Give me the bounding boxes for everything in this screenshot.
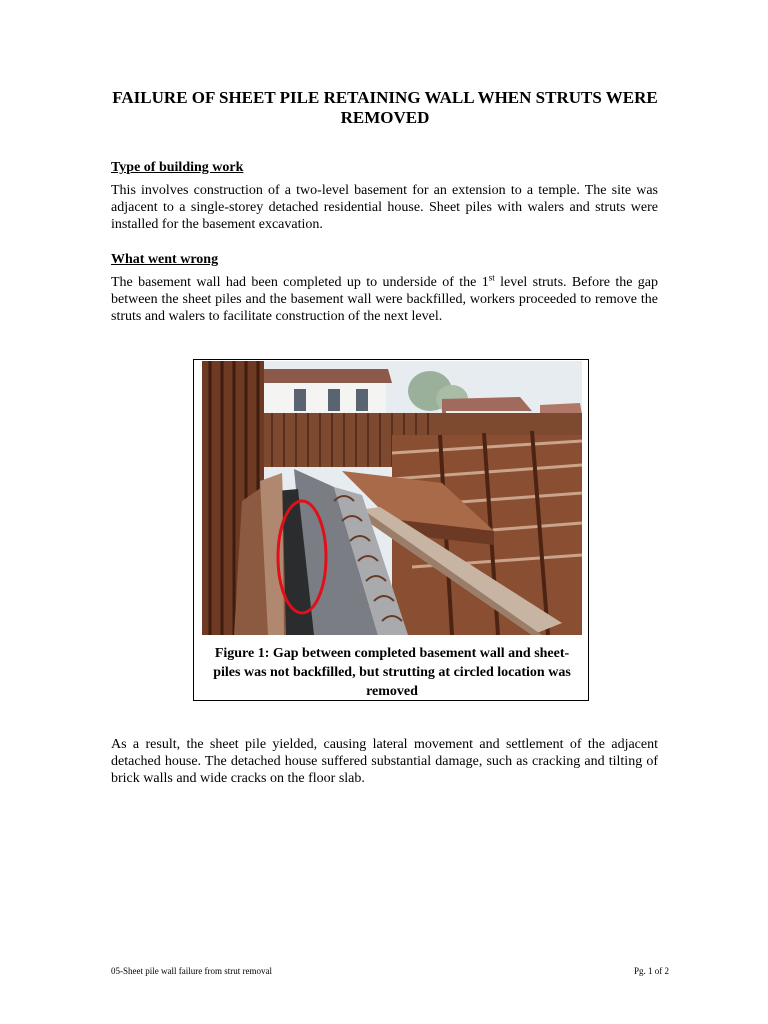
section-heading-type-of-work: Type of building work [111,160,244,175]
footer-page-number: Pg. 1 of 2 [633,966,669,976]
figure-caption: Figure 1: Gap between completed basement wall and sheet-piles was not backfilled, but strutting at circled location was removed [213,646,571,699]
footer-document-name: 05-Sheet pile wall failure from strut removal [111,966,272,976]
section-what-went-wrong [111,252,658,325]
ordinal-suffix: st [488,272,495,283]
what-went-wrong-text-end: level struts. Before the gap between the sheet piles and the basement wall were backfilled, workers proceeded to remove the struts and walers to facilitate construction of the next level. [111,275,658,324]
section-result [111,736,658,787]
figure-1 [193,359,589,701]
paragraph-result: As a result, the sheet pile yielded, causing lateral movement and settlement of the adjacent detached house. The detached house suffered substantial damage, such as cracking and tilting of brick walls and wide cracks on the floor slab. [111,737,658,786]
paragraph-type-of-work: This involves construction of a two-level basement for an extension to a temple. The site was adjacent to a single-storey detached residential house. Sheet piles with walers and struts were installed for the basement excavation. [111,183,658,232]
what-went-wrong-text-start: The basement wall had been completed up to underside of the 1 [111,275,489,290]
figure-photo [202,361,582,635]
construction-site-photo [202,361,582,635]
paragraph-what-went-wrong [111,274,658,325]
section-type-of-work [111,160,658,233]
page-title: FAILURE OF SHEET PILE RETAINING WALL WHEN STRUTS WERE REMOVED [112,88,658,127]
section-heading-what-went-wrong: What went wrong [111,252,219,267]
